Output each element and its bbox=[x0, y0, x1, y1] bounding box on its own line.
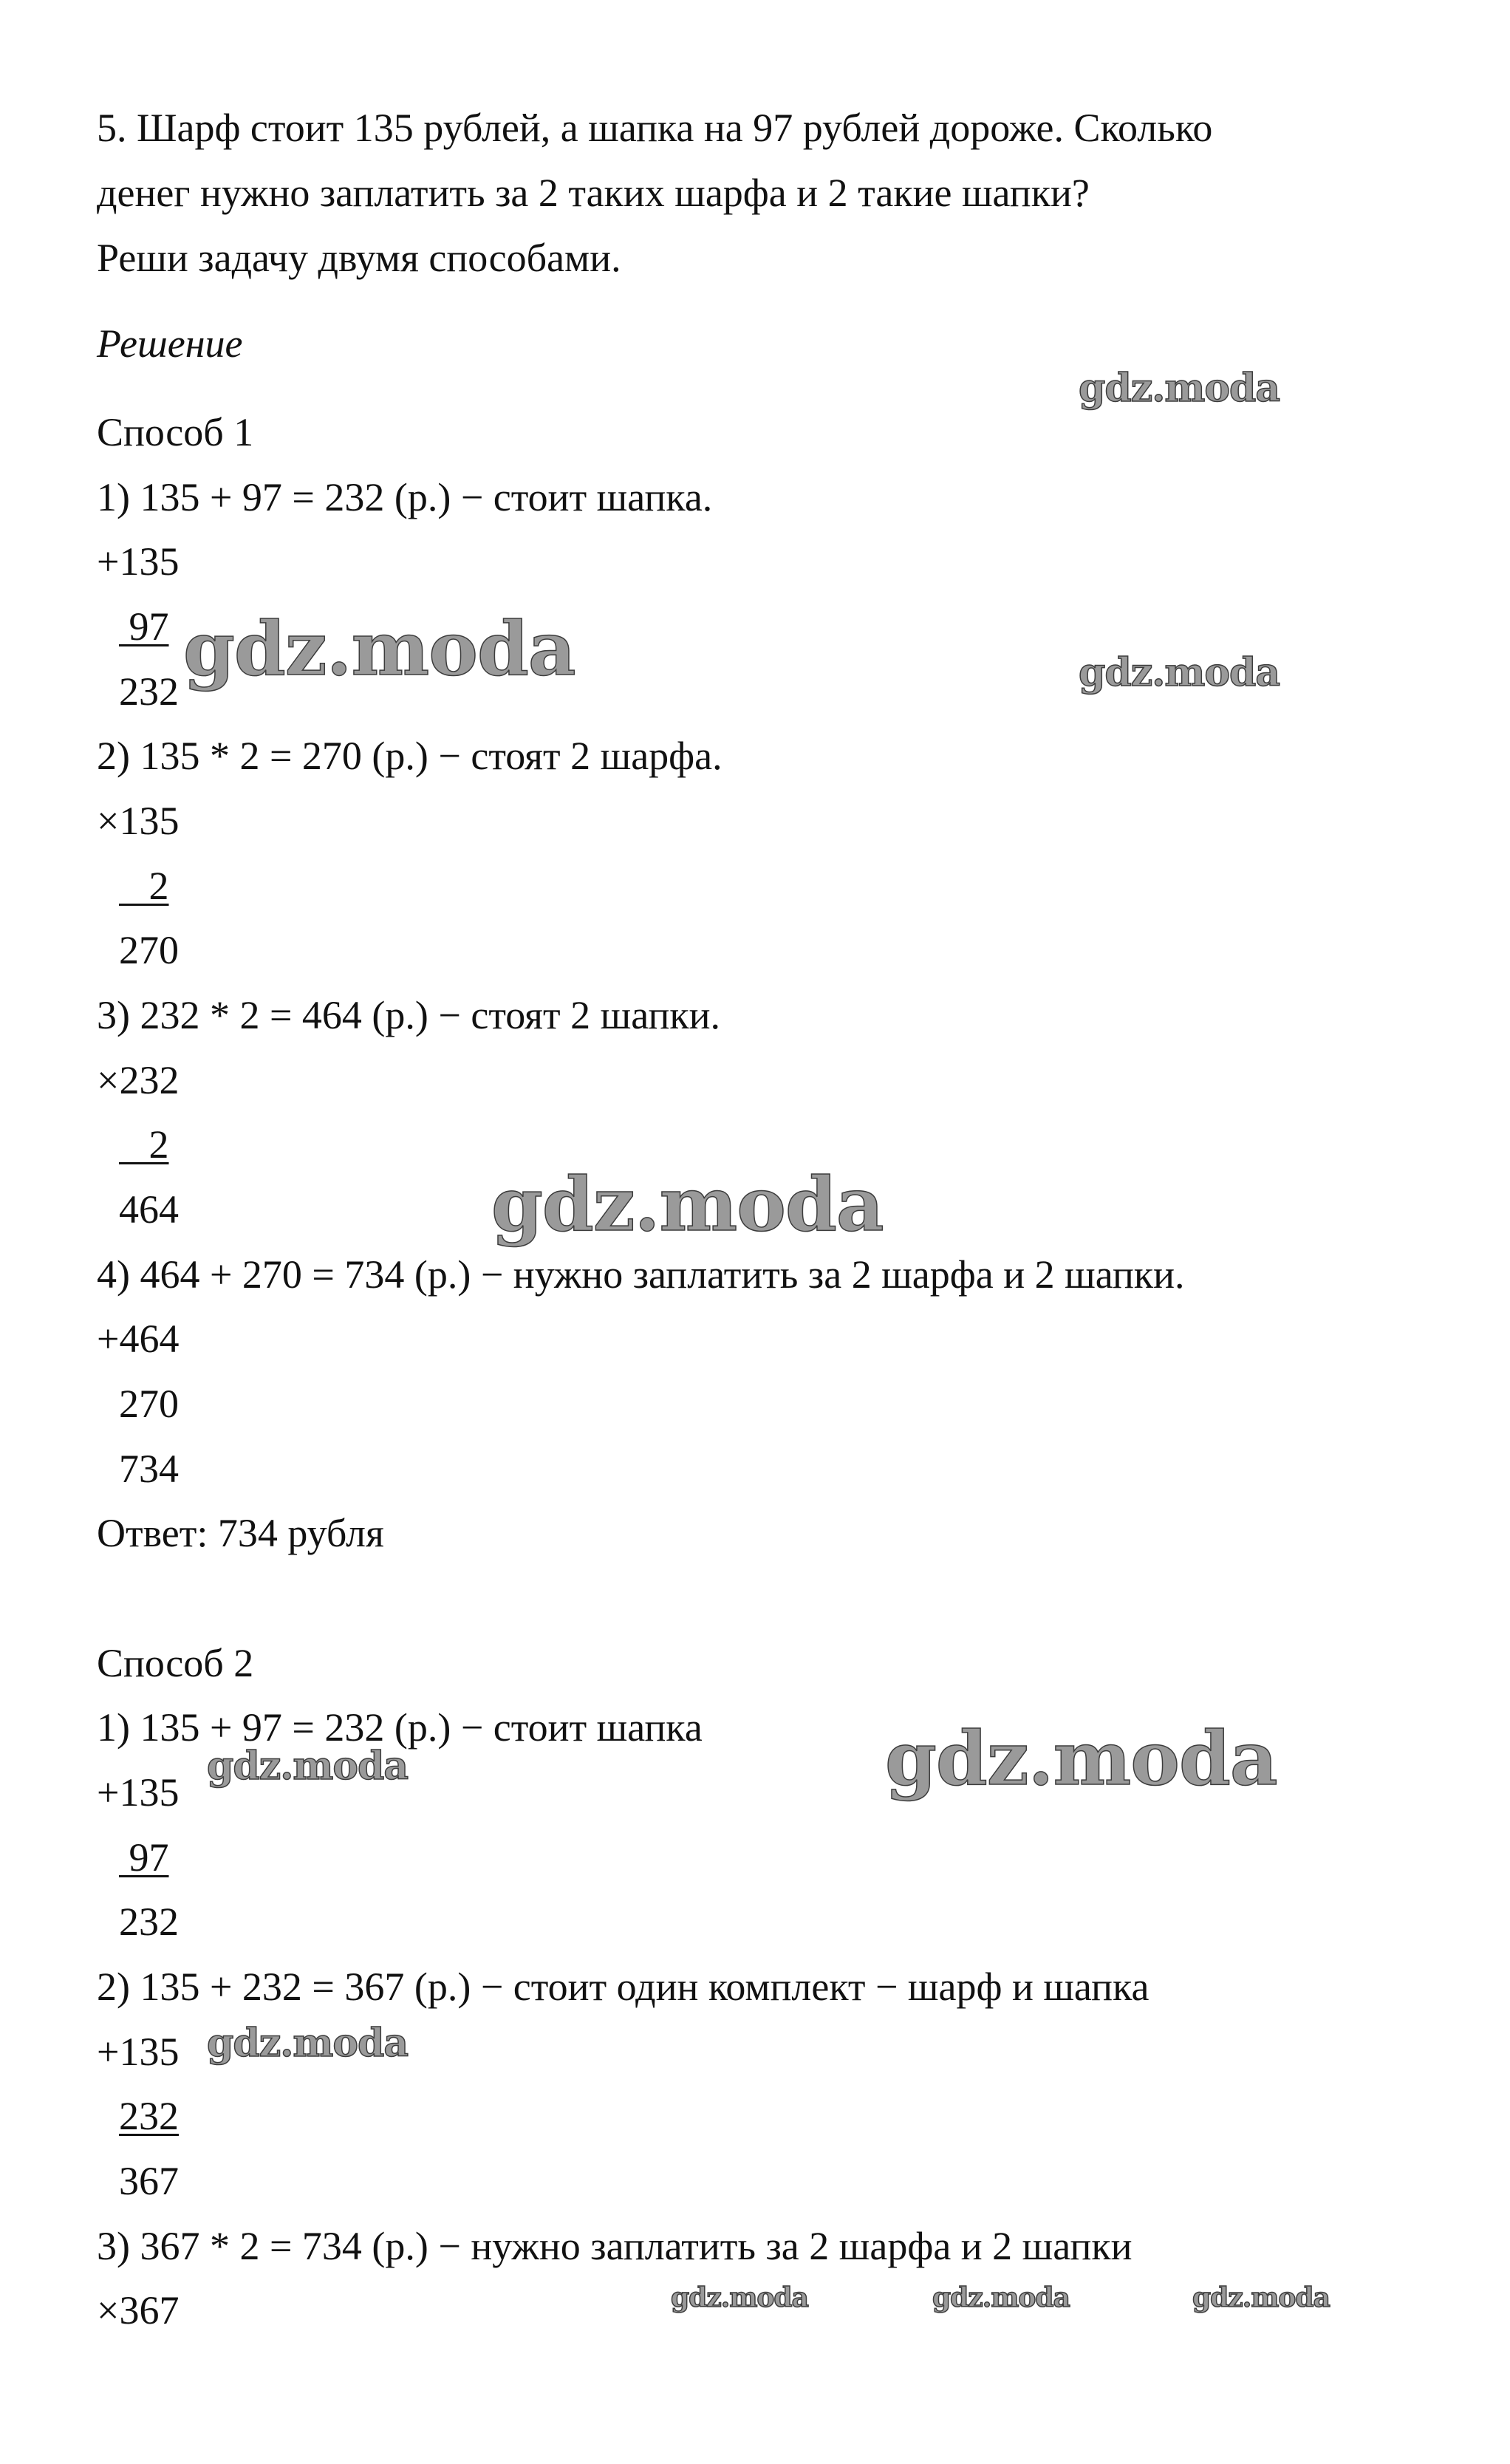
method2-calc2-top: +135 bbox=[97, 2030, 180, 2074]
solution-heading: Решение bbox=[97, 321, 243, 366]
watermark: gdz.moda bbox=[1192, 2282, 1330, 2313]
method1-calc3-result: 464 bbox=[119, 1187, 179, 1232]
task-line-1: 5. Шарф стоит 135 рублей, а шапка на 97 рублей дороже. Сколько bbox=[97, 106, 1213, 150]
method1-calc1-result: 232 bbox=[119, 669, 179, 714]
method1-calc2-top: ×135 bbox=[97, 799, 180, 843]
task-line-2: денег нужно заплатить за 2 таких шарфа и 2 такие шапки? bbox=[97, 171, 1090, 215]
method1-calc1-top: +135 bbox=[97, 539, 180, 584]
watermark: gdz.moda bbox=[1079, 366, 1280, 411]
watermark: gdz.moda bbox=[1079, 650, 1280, 695]
method2-step2: 2) 135 + 232 = 367 (р.) − стоит один комплект − шарф и шапка bbox=[97, 1965, 1149, 2009]
method2-title: Способ 2 bbox=[97, 1641, 254, 1685]
method2-calc1-result: 232 bbox=[119, 1900, 179, 1944]
watermark: gdz.moda bbox=[885, 1715, 1277, 1802]
task-line-3: Реши задачу двумя способами. bbox=[97, 236, 621, 280]
method1-calc4-result: 734 bbox=[119, 1447, 179, 1491]
method1-step4: 4) 464 + 270 = 734 (р.) − нужно заплатить за 2 шарфа и 2 шапки. bbox=[97, 1252, 1185, 1297]
method1-answer: Ответ: 734 рубля bbox=[97, 1511, 384, 1555]
method2-calc1-top: +135 bbox=[97, 1770, 180, 1815]
method1-calc2-result: 270 bbox=[119, 928, 179, 972]
method2-calc3-top: ×367 bbox=[97, 2288, 180, 2332]
method2-calc2-mid: 232 bbox=[119, 2094, 179, 2138]
watermark: gdz.moda bbox=[932, 2282, 1070, 2313]
method2-calc2-result: 367 bbox=[119, 2159, 179, 2203]
method2-step3: 3) 367 * 2 = 734 (р.) − нужно заплатить за 2 шарфа и 2 шапки bbox=[97, 2224, 1132, 2268]
watermark: gdz.moda bbox=[671, 2282, 808, 2313]
method1-calc2-mid: 2 bbox=[148, 864, 169, 908]
watermark: gdz.moda bbox=[491, 1161, 884, 1248]
method1-calc4-mid: 270 bbox=[119, 1382, 179, 1426]
method1-step1: 1) 135 + 97 = 232 (р.) − стоит шапка. bbox=[97, 475, 713, 519]
watermark: gdz.moda bbox=[207, 1744, 409, 1789]
watermark: gdz.moda bbox=[183, 605, 575, 692]
method1-calc3-top: ×232 bbox=[97, 1058, 180, 1102]
watermark: gdz.moda bbox=[207, 2021, 409, 2066]
method1-title: Способ 1 bbox=[97, 410, 254, 454]
method2-calc1-mid: 97 bbox=[129, 1835, 169, 1880]
method1-calc1-mid: 97 bbox=[129, 604, 169, 649]
method1-calc3-mid: 2 bbox=[148, 1122, 169, 1167]
method2-step1: 1) 135 + 97 = 232 (р.) − стоит шапка bbox=[97, 1705, 703, 1750]
method1-step2: 2) 135 * 2 = 270 (р.) − стоят 2 шарфа. bbox=[97, 734, 722, 778]
method1-step3: 3) 232 * 2 = 464 (р.) − стоят 2 шапки. bbox=[97, 993, 720, 1037]
method1-calc4-top: +464 bbox=[97, 1317, 180, 1361]
